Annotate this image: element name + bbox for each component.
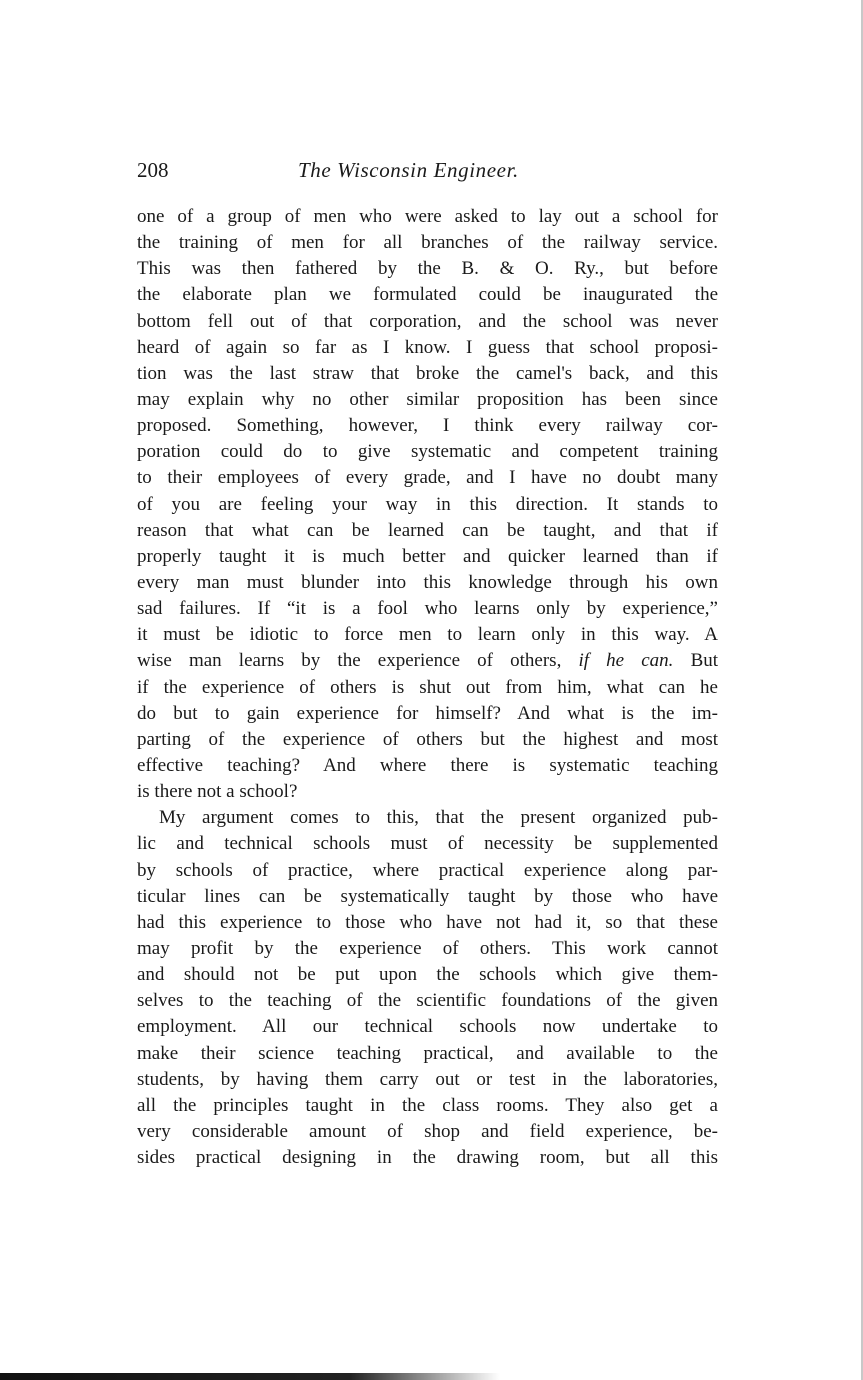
scan-bottom-shadow: [0, 1373, 500, 1380]
italic-phrase: if he can.: [578, 650, 674, 672]
text-line: properly taught it is much better and quicker learned than if: [137, 545, 718, 567]
paragraph-end-line: is there not a school?: [137, 781, 298, 803]
text-line: if the experience of others is shut out from him, what can he: [137, 676, 718, 698]
text-line: of you are feeling your way in this direction. It stands to: [137, 493, 718, 515]
text-line: sad failures. If “it is a fool who learns only by experience,”: [137, 598, 718, 620]
line-tail: But: [690, 650, 719, 672]
text-line: had this experience to those who have not had it, so that these: [137, 911, 718, 933]
text-line: the training of men for all branches of the railway service.: [137, 232, 718, 254]
text-line: very considerable amount of shop and field experience, be-: [137, 1120, 718, 1142]
text-line: ticular lines can be systematically taught by those who have: [137, 885, 718, 907]
text-line: lic and technical schools must of necessity be supplemented: [137, 833, 718, 855]
text-line: selves to the teaching of the scientific foundations of the given: [137, 990, 718, 1012]
text-line: make their science teaching practical, and available to the: [137, 1042, 718, 1064]
paragraph-start-line: My argument comes to this, that the present organized pub-: [159, 807, 718, 829]
text-line: by schools of practice, where practical experience along par-: [137, 859, 718, 881]
running-title: The Wisconsin Engineer.: [298, 158, 519, 182]
text-line: every man must blunder into this knowledge through his own: [137, 571, 718, 593]
text-line: it must be idiotic to force men to learn only in this way. A: [137, 624, 718, 646]
text-line-with-italic: [137, 648, 718, 674]
text-line: sides practical designing in the drawing room, but all this: [137, 1147, 718, 1169]
text-line: employment. All our technical schools now undertake to: [137, 1016, 718, 1038]
running-header: [137, 158, 718, 188]
text-line: tion was the last straw that broke the camel's back, and this: [137, 362, 718, 384]
text-line: may profit by the experience of others. This work cannot: [137, 937, 718, 959]
text-line: reason that what can be learned can be taught, and that if: [137, 519, 718, 541]
text-line: This was then fathered by the B. & O. Ry., but before: [137, 258, 718, 280]
body-text: [137, 204, 718, 1171]
text-line: heard of again so far as I know. I guess that school proposi-: [137, 336, 718, 358]
text-line: students, by having them carry out or test in the laboratories,: [137, 1068, 718, 1090]
text-line: parting of the experience of others but the highest and most: [137, 728, 718, 750]
text-line: may explain why no other similar proposition has been since: [137, 388, 718, 410]
text-line: to their employees of every grade, and I have no doubt many: [137, 467, 718, 489]
text-line: the elaborate plan we formulated could be inaugurated the: [137, 284, 718, 306]
line-head: wise man learns by the experience of others,: [137, 650, 562, 672]
text-line: poration could do to give systematic and competent training: [137, 441, 718, 463]
text-line: bottom fell out of that corporation, and the school was never: [137, 310, 718, 332]
text-line: one of a group of men who were asked to lay out a school for: [137, 206, 718, 227]
text-line: proposed. Something, however, I think every railway cor-: [137, 415, 718, 437]
text-line: effective teaching? And where there is systematic teaching: [137, 754, 718, 776]
text-line: all the principles taught in the class rooms. They also get a: [137, 1094, 718, 1116]
page-number: 208: [137, 158, 169, 182]
text-line: do but to gain experience for himself? And what is the im-: [137, 702, 718, 724]
text-line: and should not be put upon the schools which give them-: [137, 964, 718, 986]
